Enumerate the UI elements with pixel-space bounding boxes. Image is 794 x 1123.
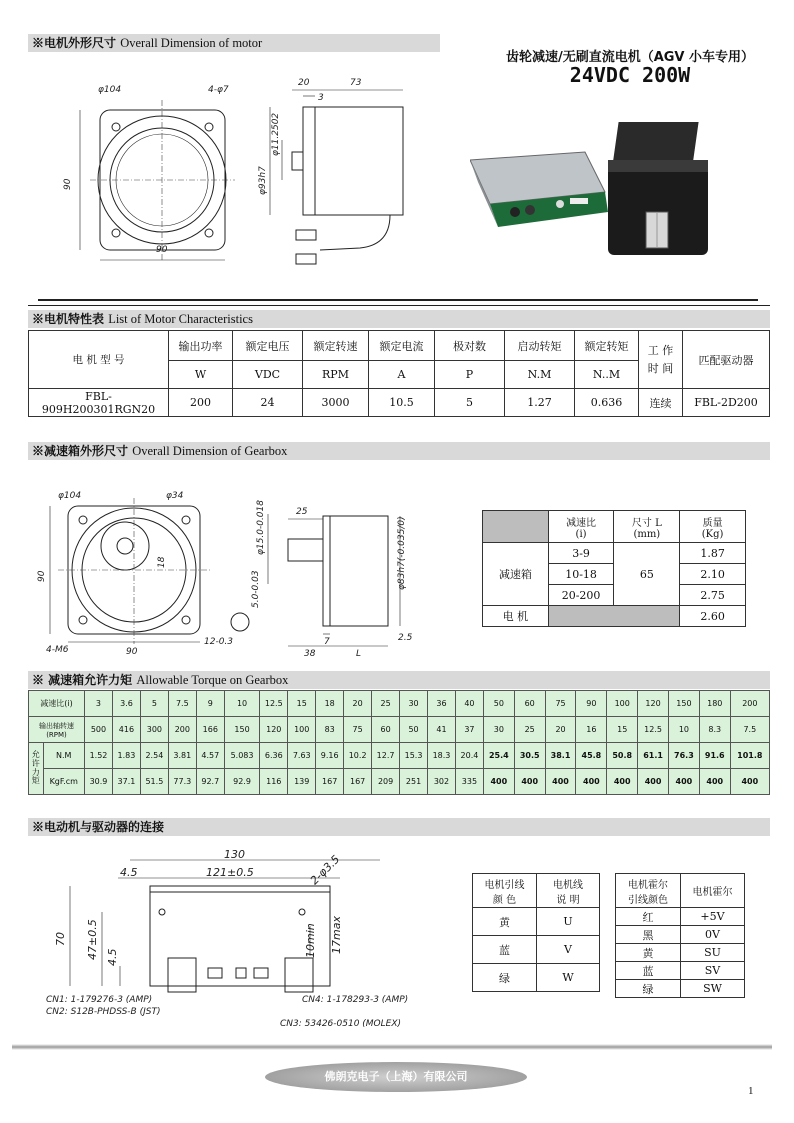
- gear-dim-label-4: 4-M6: [46, 645, 69, 655]
- cell-poles: 5: [435, 389, 505, 417]
- torque-kgf-cell: 167: [344, 769, 372, 795]
- gear-dim-label-11: 7: [324, 637, 330, 647]
- torque-ratio-cell: 15: [288, 691, 316, 717]
- torque-ratio-cell: 3.6: [112, 691, 140, 717]
- hall-h-color: 电机霍尔 引线颜色: [616, 874, 681, 908]
- torque-nm-cell: 38.1: [545, 743, 576, 769]
- col-rated-torque: 额定转矩: [575, 331, 639, 361]
- cell-rated-torque: 0.636: [575, 389, 639, 417]
- cell-current: 10.5: [369, 389, 435, 417]
- conn-cn2: CN2: S12B-PHDSS-B (JST): [46, 1007, 161, 1017]
- torque-ratio-cell: 90: [576, 691, 607, 717]
- torque-ratio-cell: 75: [545, 691, 576, 717]
- torque-speed-cell: 30: [483, 717, 514, 743]
- col-pole-pairs: 极对数: [435, 331, 505, 361]
- torque-speed-cell: 75: [344, 717, 372, 743]
- gear-dim-label-10: 12-0.3: [204, 637, 234, 647]
- section-motor-characteristics: [28, 310, 770, 328]
- torque-ratio-cell: 18: [316, 691, 344, 717]
- gear-dim-label-5: 90: [126, 647, 138, 657]
- motor-dim-label-8: 90: [156, 245, 168, 255]
- cell-voltage: 24: [233, 389, 303, 417]
- conn-label-4: 70: [54, 932, 67, 946]
- torque-kgf-cell: 400: [576, 769, 607, 795]
- section-motor-char-en: List of Motor Characteristics: [108, 312, 253, 326]
- cell-power: 200: [169, 389, 233, 417]
- table-row: [29, 389, 770, 417]
- unit-3: A: [369, 361, 435, 389]
- torque-nm-cell: 15.3: [400, 743, 428, 769]
- torque-speed-cell: 16: [576, 717, 607, 743]
- torque-speed-cell: 15: [607, 717, 638, 743]
- torque-nm-cell: 5.083: [224, 743, 260, 769]
- conn-label-7: 10min: [304, 923, 317, 958]
- connection-drawing: [40, 848, 420, 1028]
- product-photo: [470, 112, 720, 272]
- col-start-torque: 启动转矩: [505, 331, 575, 361]
- hall-h-signal: 电机霍尔: [681, 874, 745, 908]
- hall-table: [615, 873, 745, 998]
- torque-ratio-cell: 60: [514, 691, 545, 717]
- gear-motor-mass: 2.60: [680, 606, 746, 627]
- torque-speed-cell: 416: [112, 717, 140, 743]
- col-output-power: 输出功率: [169, 331, 233, 361]
- col-rated-current: 额定电流: [369, 331, 435, 361]
- cell-model: FBL-909H200301RGN20: [29, 389, 169, 417]
- torque-nm-cell: 91.6: [699, 743, 730, 769]
- torque-nm-cell: 25.4: [483, 743, 514, 769]
- motor-dim-label-1: 4-φ7: [208, 85, 229, 95]
- torque-allow-label: 允 许 力 矩: [29, 743, 44, 795]
- torque-speed-label: 输出轴转速 (RPM): [29, 717, 85, 743]
- torque-kgf-cell: 400: [545, 769, 576, 795]
- motor-dim-label-5: φ11.2502: [271, 112, 281, 156]
- gear-ratio-1: 10-18: [548, 564, 614, 585]
- torque-nm-cell: 3.81: [168, 743, 196, 769]
- torque-ratio-cell: 40: [455, 691, 483, 717]
- motor-flange-outline: [100, 110, 225, 250]
- section-connection-cn: ※电动机与驱动器的连接: [32, 820, 165, 834]
- conn-label-1: 4.5: [120, 866, 138, 879]
- conn-label-3: 2-φ3.5: [307, 852, 343, 888]
- gear-ratio-2: 20-200: [548, 585, 614, 606]
- torque-ratio-cell: 20: [344, 691, 372, 717]
- torque-kgf-cell: 400: [668, 769, 699, 795]
- torque-speed-cell: 25: [514, 717, 545, 743]
- torque-kgf-cell: 167: [316, 769, 344, 795]
- torque-speed-cell: 41: [428, 717, 456, 743]
- torque-speed-cell: 200: [168, 717, 196, 743]
- torque-kgf-cell: 116: [260, 769, 288, 795]
- torque-kgf-cell: 251: [400, 769, 428, 795]
- torque-speed-cell: 7.5: [730, 717, 769, 743]
- gear-dim-label-0: φ104: [58, 491, 82, 501]
- motor-body-side: [315, 107, 403, 215]
- torque-nm-cell: 10.2: [344, 743, 372, 769]
- gear-dim-label-3: 18: [157, 556, 167, 568]
- table-row: 蓝 SV: [616, 962, 745, 980]
- torque-ratio-cell: 120: [638, 691, 669, 717]
- torque-ratio-cell: 25: [372, 691, 400, 717]
- torque-nm-label: N.M: [43, 743, 84, 769]
- torque-kgf-cell: 400: [483, 769, 514, 795]
- gear-ratio-0: 3-9: [548, 543, 614, 564]
- product-title-model: 24VDC 200W: [569, 63, 691, 87]
- torque-nm-cell: 30.5: [514, 743, 545, 769]
- torque-kgf-cell: 51.5: [140, 769, 168, 795]
- product-title: [470, 46, 790, 87]
- conn-cn3: CN3: 53426-0510 (MOLEX): [280, 1019, 402, 1028]
- torque-table: [28, 690, 770, 795]
- col-model: 电 机 型 号: [29, 331, 169, 389]
- torque-ratio-cell: 150: [668, 691, 699, 717]
- torque-ratio-cell: 3: [85, 691, 113, 717]
- motor-dim-label-3: 3: [318, 93, 324, 103]
- section-motor-dimension: [28, 34, 440, 52]
- gear-dim-label-1: φ34: [166, 491, 184, 501]
- torque-ratio-cell: 180: [699, 691, 730, 717]
- motor-dim-label-6: φ93h7: [258, 166, 268, 195]
- table-row: 绿 SW: [616, 980, 745, 998]
- wire-h-desc: 电机线 说 明: [537, 874, 600, 908]
- torque-kgf-cell: 30.9: [85, 769, 113, 795]
- section-torque-en: Allowable Torque on Gearbox: [136, 673, 289, 687]
- torque-ratio-cell: 12.5: [260, 691, 288, 717]
- motor-dim-label-2: 20: [298, 78, 310, 88]
- table-row: 蓝 V: [473, 936, 600, 964]
- gear-dim-label-9: 5.0-0.03: [251, 570, 261, 608]
- product-title-cn: 齿轮减速/无刷直流电机（AGV 小车专用）: [505, 50, 755, 65]
- table-row: 绿 W: [473, 964, 600, 992]
- torque-speed-cell: 83: [316, 717, 344, 743]
- torque-speed-cell: 100: [288, 717, 316, 743]
- torque-nm-cell: 9.16: [316, 743, 344, 769]
- torque-speed-cell: 50: [400, 717, 428, 743]
- unit-1: VDC: [233, 361, 303, 389]
- wire-h-color: 电机引线 颜 色: [473, 874, 537, 908]
- torque-ratio-cell: 36: [428, 691, 456, 717]
- torque-kgf-cell: 302: [428, 769, 456, 795]
- torque-nm-cell: 7.63: [288, 743, 316, 769]
- divider-thick: [38, 299, 758, 301]
- unit-0: W: [169, 361, 233, 389]
- torque-speed-cell: 12.5: [638, 717, 669, 743]
- torque-nm-cell: 101.8: [730, 743, 769, 769]
- gear-dim-label-8: φ83h7(-0.035/0): [397, 516, 407, 590]
- torque-speed-cell: 166: [196, 717, 224, 743]
- cell-start-torque: 1.27: [505, 389, 575, 417]
- torque-ratio-cell: 200: [730, 691, 769, 717]
- section-torque-cn: ※ 减速箱允许力矩: [32, 673, 133, 687]
- torque-speed-cell: 20: [545, 717, 576, 743]
- torque-speed-cell: 300: [140, 717, 168, 743]
- gear-h-mass: 质量 (Kg): [680, 511, 746, 543]
- torque-kgf-cell: 209: [372, 769, 400, 795]
- conn-label-5: 47±0.5: [86, 919, 99, 960]
- torque-nm-cell: 2.54: [140, 743, 168, 769]
- torque-ratio-cell: 100: [607, 691, 638, 717]
- torque-kgf-cell: 139: [288, 769, 316, 795]
- section-motor-dimension-en: Overall Dimension of motor: [120, 36, 263, 50]
- torque-nm-cell: 20.4: [455, 743, 483, 769]
- section-motor-char-cn: ※电机特性表: [32, 312, 105, 326]
- unit-4: P: [435, 361, 505, 389]
- torque-ratio-cell: 50: [483, 691, 514, 717]
- table-row: 黄 U: [473, 908, 600, 936]
- gear-motor-label: 电 机: [483, 606, 549, 627]
- torque-nm-cell: 1.52: [85, 743, 113, 769]
- torque-kgf-label: KgF.cm: [43, 769, 84, 795]
- torque-nm-cell: 61.1: [638, 743, 669, 769]
- table-row: 黄 SU: [616, 944, 745, 962]
- torque-kgf-cell: 400: [607, 769, 638, 795]
- section-gearbox-cn: ※减速箱外形尺寸: [32, 444, 129, 458]
- unit-5: N.M: [505, 361, 575, 389]
- torque-speed-cell: 10: [668, 717, 699, 743]
- gear-dim-label-12: 2.5: [398, 633, 413, 643]
- section-connection: [28, 818, 770, 836]
- gear-mass-2: 2.75: [680, 585, 746, 606]
- torque-kgf-cell: 92.9: [224, 769, 260, 795]
- section-torque: [28, 671, 770, 689]
- torque-kgf-cell: 92.7: [196, 769, 224, 795]
- torque-kgf-cell: 400: [514, 769, 545, 795]
- torque-speed-cell: 60: [372, 717, 400, 743]
- gear-dim-label-6: 25: [296, 507, 308, 517]
- table-row: 红 +5V: [616, 908, 745, 926]
- torque-ratio-cell: 10: [224, 691, 260, 717]
- motor-characteristics-table: [28, 330, 770, 417]
- gearbox-dimension-drawing: [28, 484, 428, 659]
- torque-speed-cell: 37: [455, 717, 483, 743]
- torque-nm-cell: 4.57: [196, 743, 224, 769]
- torque-ratio-cell: 9: [196, 691, 224, 717]
- footer-rule: [12, 1044, 772, 1050]
- conn-label-8: 17max: [330, 916, 343, 954]
- unit-6: N..M: [575, 361, 639, 389]
- driver-board-outline: [150, 886, 330, 986]
- torque-nm-cell: 76.3: [668, 743, 699, 769]
- conn-label-0: 130: [224, 848, 245, 861]
- conn-cn1: CN1: 1-179276-3 (AMP): [46, 995, 153, 1005]
- torque-speed-cell: 150: [224, 717, 260, 743]
- gear-length: 65: [614, 543, 680, 606]
- section-gearbox-dimension: [28, 442, 770, 460]
- torque-ratio-cell: 30: [400, 691, 428, 717]
- col-work-time: 工 作 时 间: [639, 331, 683, 389]
- gear-dim-label-7: φ15.0-0.018: [256, 500, 266, 555]
- torque-nm-cell: 45.8: [576, 743, 607, 769]
- gear-mass-1: 2.10: [680, 564, 746, 585]
- cell-speed: 3000: [303, 389, 369, 417]
- torque-nm-cell: 18.3: [428, 743, 456, 769]
- footer-company: 佛朗克电子（上海）有限公司: [265, 1062, 527, 1092]
- gear-row-label: 减速箱: [483, 543, 549, 606]
- motor-dim-label-7: 90: [63, 178, 73, 190]
- col-rated-voltage: 额定电压: [233, 331, 303, 361]
- conn-label-2: 121±0.5: [206, 866, 254, 879]
- divider-thin: [28, 305, 770, 306]
- cell-work-time: 连续: [639, 389, 683, 417]
- gear-dim-label-14: L: [356, 649, 362, 659]
- motor-dim-label-4: 73: [350, 78, 362, 88]
- torque-ratio-label: 减速比(i): [29, 691, 85, 717]
- torque-kgf-cell: 400: [638, 769, 669, 795]
- torque-speed-cell: 500: [85, 717, 113, 743]
- wire-table: [472, 873, 600, 992]
- col-rated-speed: 额定转速: [303, 331, 369, 361]
- torque-speed-cell: 120: [260, 717, 288, 743]
- conn-cn4: CN4: 1-178293-3 (AMP): [302, 995, 409, 1005]
- gear-dim-label-13: 38: [304, 649, 316, 659]
- torque-kgf-cell: 37.1: [112, 769, 140, 795]
- section-motor-dimension-cn: ※电机外形尺寸: [32, 36, 117, 50]
- torque-kgf-cell: 335: [455, 769, 483, 795]
- gear-h-length: 尺寸 L (mm): [614, 511, 680, 543]
- torque-kgf-cell: 77.3: [168, 769, 196, 795]
- gear-dim-label-2: 90: [37, 570, 47, 582]
- torque-kgf-cell: 400: [730, 769, 769, 795]
- torque-nm-cell: 50.8: [607, 743, 638, 769]
- gear-mass-0: 1.87: [680, 543, 746, 564]
- torque-nm-cell: 1.83: [112, 743, 140, 769]
- motor-dim-label-0: φ104: [98, 85, 122, 95]
- gearbox-table: [482, 510, 746, 627]
- torque-nm-cell: 6.36: [260, 743, 288, 769]
- gear-h-ratio: 减速比 (i): [548, 511, 614, 543]
- unit-2: RPM: [303, 361, 369, 389]
- torque-ratio-cell: 7.5: [168, 691, 196, 717]
- col-driver: 匹配驱动器: [683, 331, 770, 389]
- table-row: 黑 0V: [616, 926, 745, 944]
- section-gearbox-en: Overall Dimension of Gearbox: [132, 444, 288, 458]
- cell-driver: FBL-2D200: [683, 389, 770, 417]
- torque-nm-cell: 12.7: [372, 743, 400, 769]
- torque-ratio-cell: 5: [140, 691, 168, 717]
- torque-speed-cell: 8.3: [699, 717, 730, 743]
- motor-dimension-drawing: [60, 70, 430, 270]
- torque-kgf-cell: 400: [699, 769, 730, 795]
- page-number: 1: [748, 1085, 754, 1097]
- conn-label-6: 4.5: [106, 948, 119, 966]
